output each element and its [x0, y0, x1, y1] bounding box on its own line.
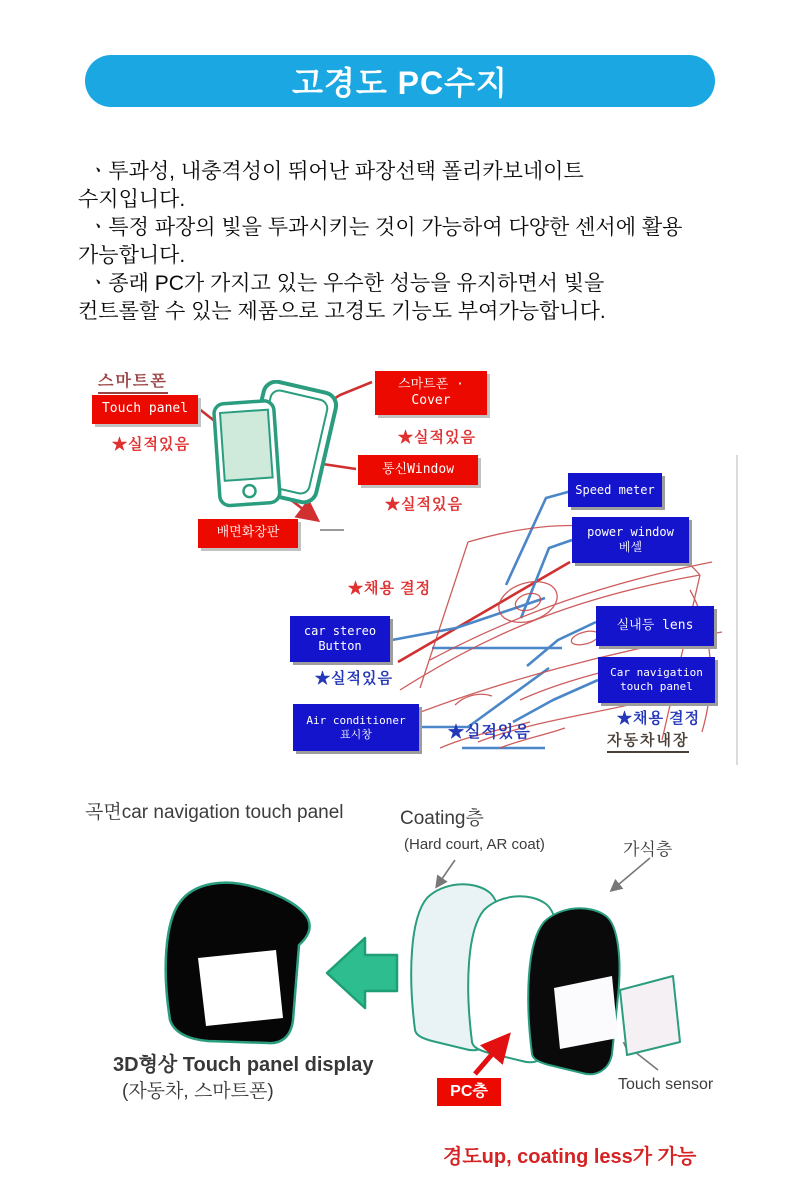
callout-power-window-bezel: power window 베셀 — [572, 517, 689, 563]
car-section-label: 자동차내장 — [607, 729, 689, 753]
tag-track-record: ★실적있음 — [398, 429, 476, 446]
callout-interior-light-lens: 실내등 lens — [596, 606, 714, 646]
callout-speed-meter: Speed meter — [568, 473, 662, 507]
tag-adoption-decided: ★채용 결정 — [617, 710, 701, 727]
tag-track-record: ★실적있음 — [385, 496, 463, 513]
tag-track-record: ★실적있음 — [112, 436, 190, 453]
page-title-banner — [85, 55, 715, 107]
page-title: 고경도 PC수지 — [292, 65, 508, 101]
curved-panel-label: 곡면car navigation touch panel — [85, 802, 344, 823]
pc-layer-badge: PC층 — [437, 1078, 501, 1106]
callout-car-navigation-touch-panel: Car navigation touch panel — [598, 657, 715, 703]
intro-line: ㆍ종래 PC가 가지고 있는 우수한 성능을 유지하면서 빛을 — [88, 272, 605, 295]
intro-line: ㆍ투과성, 내충격성이 뛰어난 파장선택 폴리카보네이트 — [88, 160, 584, 183]
intro-line: 가능합니다. — [78, 244, 186, 267]
car-sketch-and-callout-lines — [0, 350, 800, 770]
bottom-note: 경도up, coating less가 가능 — [443, 1146, 697, 1168]
result-label-line1: 3D형상 Touch panel display — [113, 1054, 374, 1076]
callout-air-conditioner-display: Air conditioner 표시창 — [293, 704, 419, 751]
touch-sensor-label: Touch sensor — [618, 1076, 714, 1093]
layer-exploded-illustration — [120, 850, 740, 1082]
coating-layer-sublabel: (Hard court, AR coat) — [404, 836, 545, 853]
smartphone-illustration — [205, 380, 345, 520]
result-label-line2: (자동차, 스마트폰) — [122, 1081, 274, 1102]
callout-car-stereo-button: car stereo Button — [290, 616, 390, 662]
decorative-layer-label: 가식층 — [623, 840, 673, 859]
tag-track-record: ★실적있음 — [315, 670, 393, 687]
callout-back-decorative-panel: 배면화장판 — [198, 519, 298, 548]
intro-line: 수지입니다. — [78, 188, 186, 211]
smartphone-section-label: 스마트폰 — [98, 368, 168, 394]
tag-adoption-decided: ★채용 결정 — [348, 580, 432, 597]
callout-comm-window: 통신Window — [358, 455, 478, 485]
intro-line: ㆍ특정 파장의 빛을 투과시키는 것이 가능하여 다양한 센서에 활용 — [88, 216, 683, 239]
tag-track-record: ★실적있음 — [448, 724, 531, 741]
intro-text — [78, 158, 743, 326]
callout-touch-panel: Touch panel — [92, 395, 198, 424]
coating-layer-label: Coating층 — [400, 808, 484, 829]
callout-smartphone-cover: 스마트폰 · Cover — [375, 371, 487, 415]
intro-line: 컨트롤할 수 있는 제품으로 고경도 기능도 부여가능합니다. — [78, 300, 606, 323]
